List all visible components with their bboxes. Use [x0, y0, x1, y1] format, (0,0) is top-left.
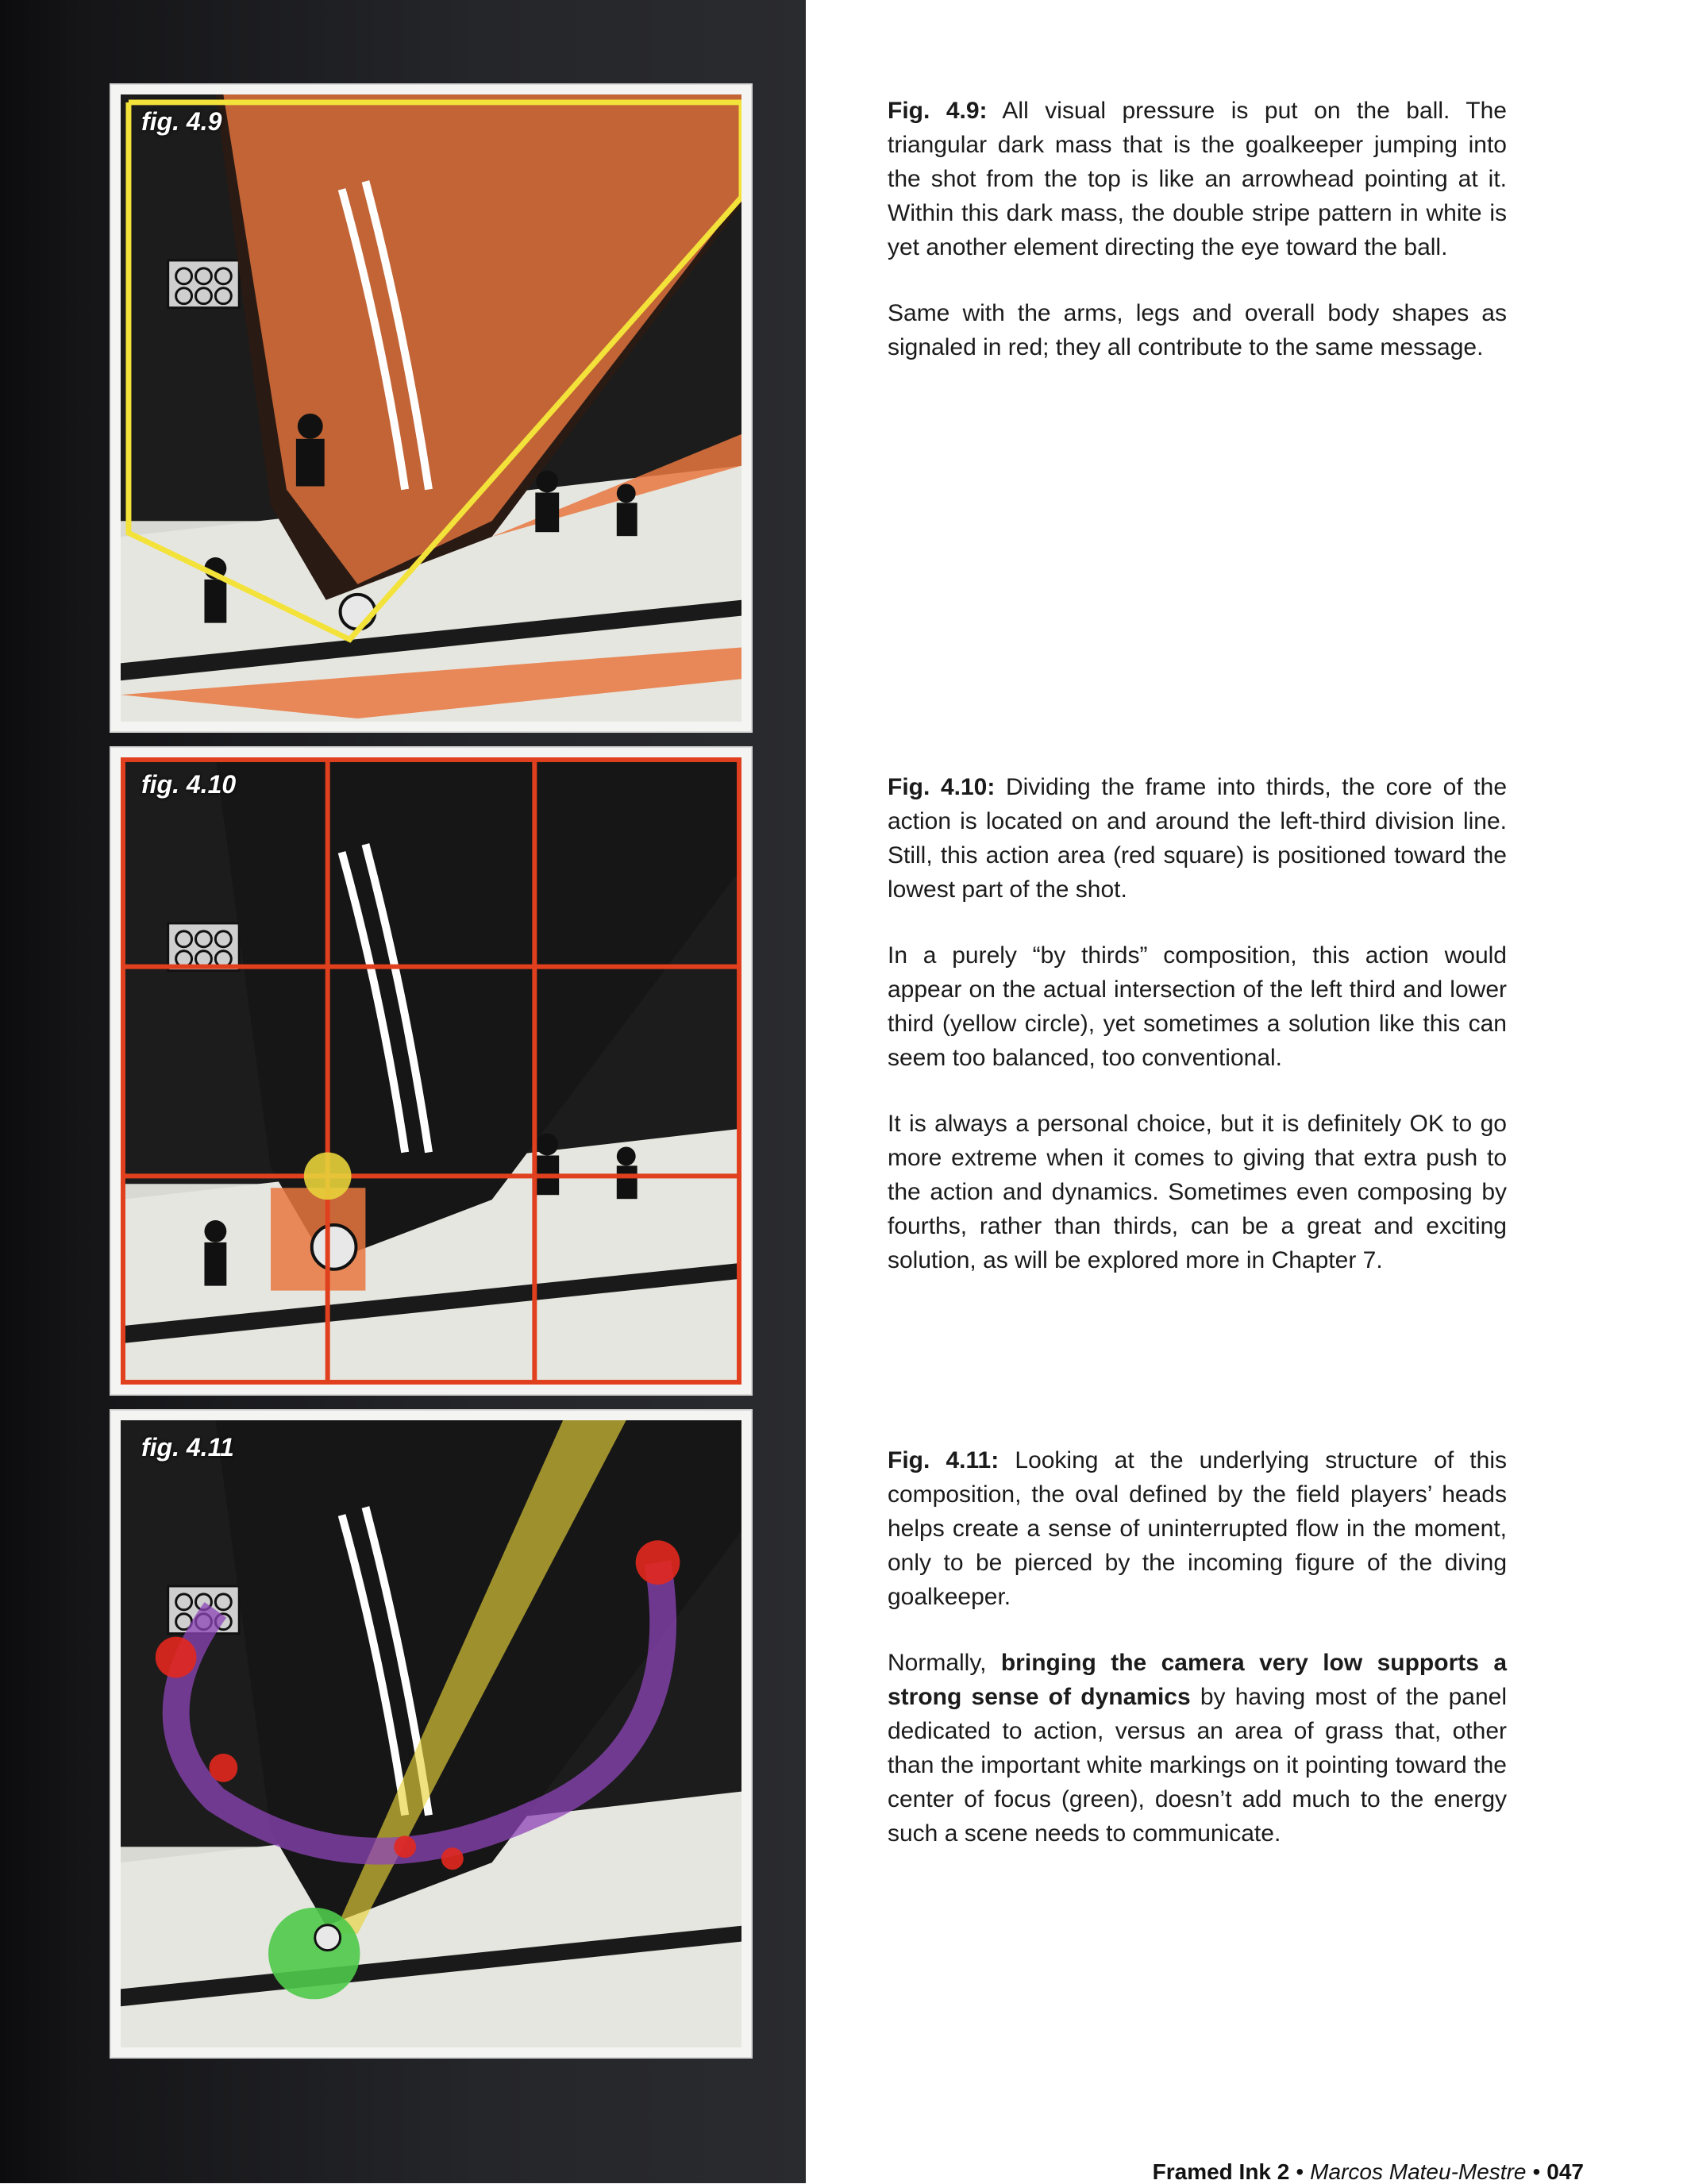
page-footer [1131, 2161, 1584, 2183]
figure-4-10-illustration [121, 757, 741, 1385]
caption-text: Dividing the frame into thirds, the core of the action is located on and around the left-third division line. Still, this action area (red square) is positioned toward the lowest part of the shot. [888, 774, 1507, 903]
figure-4-9-label: fig. 4.9 [141, 107, 222, 136]
figure-4-9-illustration [121, 94, 741, 722]
caption-paragraph [888, 1107, 1507, 1277]
caption-text: Same with the arms, legs and overall body shapes as signaled in red; they all contribute to the same message. [888, 300, 1507, 360]
caption-text: It is always a personal choice, but it is definitely OK to go more extreme when it comes to giving that extra push to the action and dynamics. Sometimes even composing by fourths, rather than thirds, can be a great and exciting solution, as will be explored more in Chapter 7. [888, 1111, 1507, 1273]
fig-number: Fig. 4.10: [888, 774, 996, 800]
book-title: Framed Ink 2 [1152, 2159, 1290, 2184]
caption-text: Looking at the underlying structure of this composition, the oval defined by the field players’ heads helps create a sense of uninterrupted flow in the moment, only to be pierced by the incoming figure of the diving goalkeeper. [888, 1447, 1507, 1610]
figure-4-11-panel [110, 1409, 753, 2059]
figure-4-11-illustration [121, 1420, 741, 2047]
caption-emphasis: bringing the camera very low supports a strong sense of dynamics [888, 1650, 1508, 1710]
caption-text: In a purely “by thirds” composition, this action would appear on the actual intersection of the left third and lower third (yellow circle), yet sometimes a solution like this can seem too balanced, too conventional. [888, 942, 1507, 1071]
author-name: Marcos Mateu-Mestre [1310, 2159, 1527, 2184]
caption-fig-4-10 [888, 770, 1507, 1309]
fig-number: Fig. 4.9: [888, 98, 988, 124]
figure-4-10-panel [110, 746, 753, 1396]
caption-text: All visual pressure is put on the ball. The triangular dark mass that is the goalkeeper jumping into the shot from the top is like an arrowhead pointing at it. Within this dark mass, the double stripe pattern in white is yet another element directing the eye toward the ball. [888, 98, 1507, 260]
figure-4-9-panel [110, 83, 753, 733]
footer-separator: • [1532, 2159, 1541, 2184]
caption-fig-4-11 [888, 1443, 1507, 1882]
fig-number: Fig. 4.11: [888, 1447, 999, 1473]
figure-4-11-label: fig. 4.11 [141, 1433, 234, 1462]
caption-text: by having most of the panel dedicated to action, versus an area of grass that, other than the important white markings on it pointing toward the center of focus (green), doesn’t add much to the energy such a scene needs to communicate. [888, 1684, 1508, 1847]
caption-paragraph [888, 770, 1507, 907]
caption-paragraph [888, 938, 1507, 1075]
caption-paragraph [888, 296, 1507, 364]
footer-separator: • [1296, 2159, 1304, 2184]
caption-paragraph [888, 94, 1507, 264]
caption-text: Normally, [888, 1650, 1001, 1676]
caption-paragraph [888, 1646, 1507, 1851]
caption-fig-4-9 [888, 94, 1507, 396]
figure-4-10-label: fig. 4.10 [141, 770, 237, 799]
caption-paragraph [888, 1443, 1507, 1614]
page-number: 047 [1546, 2159, 1584, 2184]
